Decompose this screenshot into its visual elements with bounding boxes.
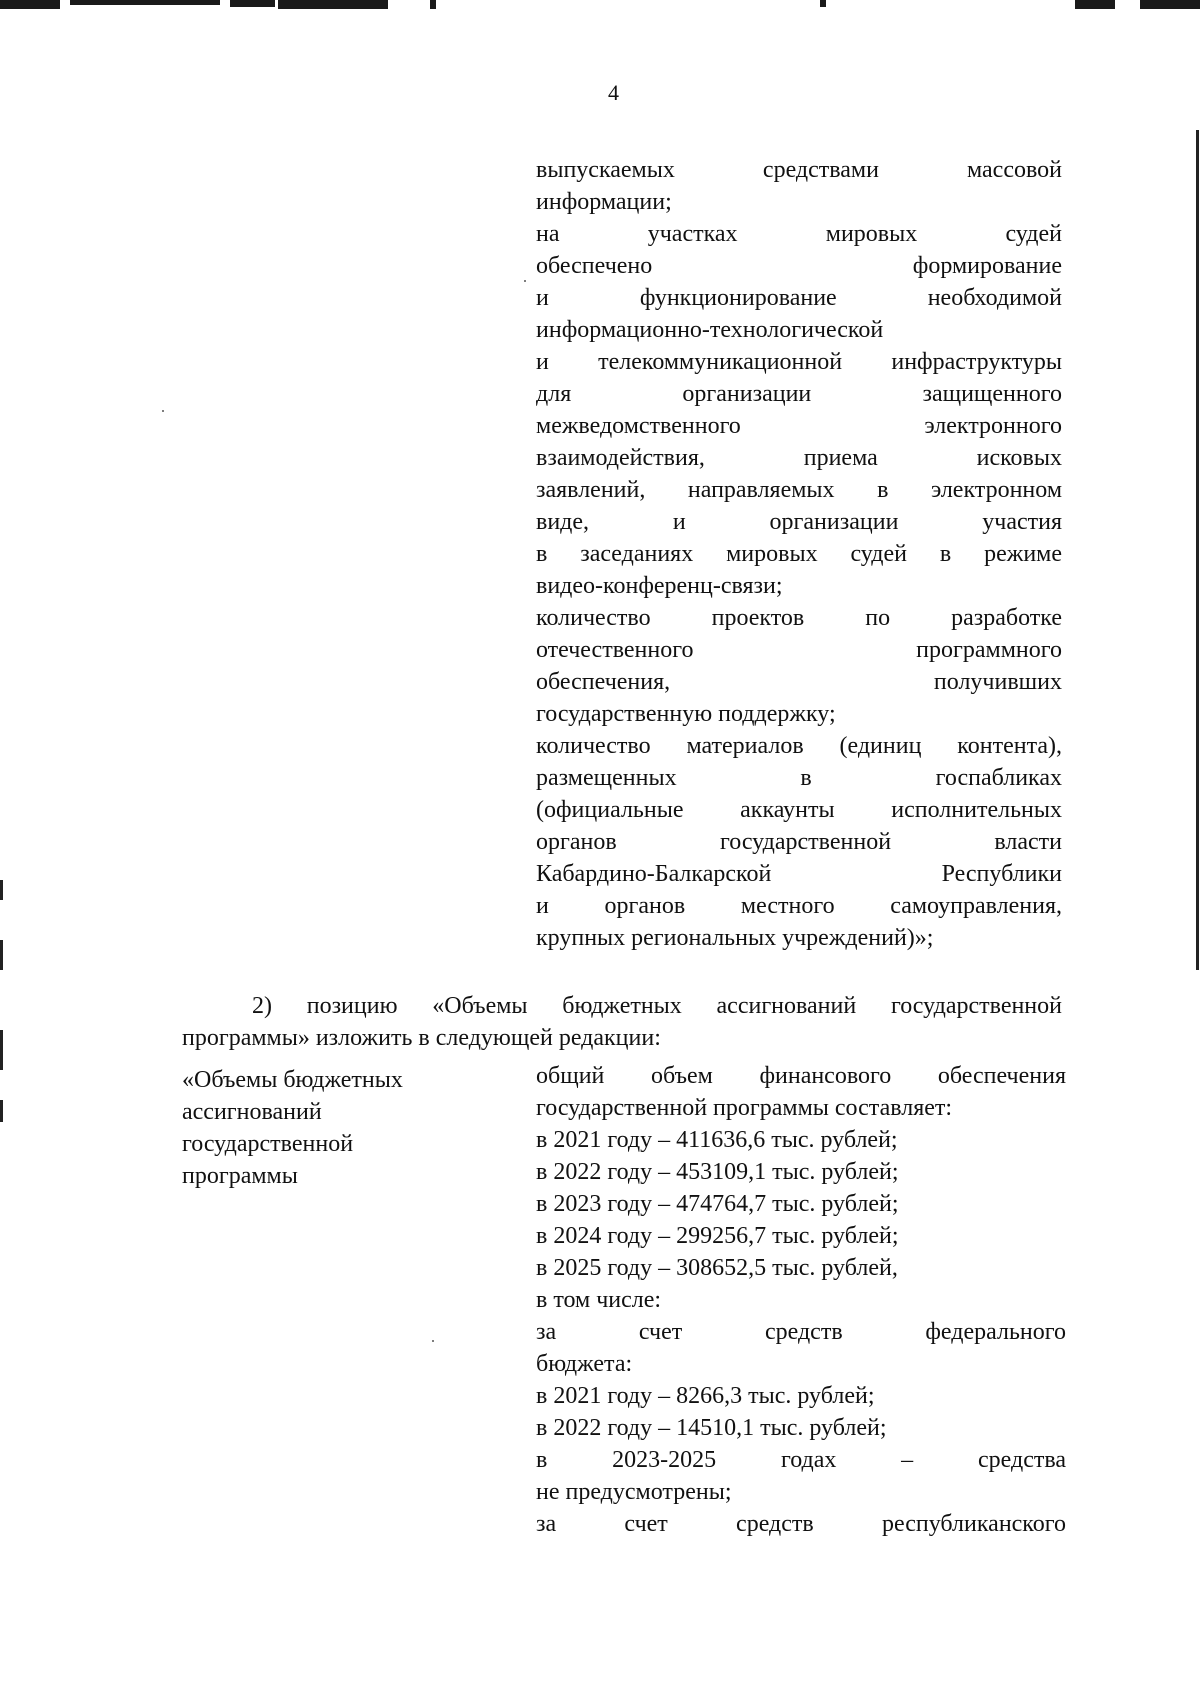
text-line: видео-конференц-связи;	[536, 573, 783, 599]
text-line: не предусмотрены;	[536, 1479, 732, 1505]
text-line: и телекоммуникационной инфраструктуры	[536, 349, 1062, 375]
text-line: бюджета:	[536, 1351, 633, 1377]
text-line: (официальные аккаунты исполнительных	[536, 797, 1062, 823]
text-line: выпускаемых средствами массовой	[536, 157, 1062, 183]
text-line: Кабардино-Балкарской Республики	[536, 861, 1062, 887]
text-line: в 2023-2025 годах – средства	[536, 1447, 1066, 1473]
text-line: в заседаниях мировых судей в режиме	[536, 541, 1062, 567]
text-line: взаимодействия, приема исковых	[536, 445, 1062, 471]
amendment-paragraph	[182, 990, 1062, 1054]
text-line: органов государственной власти	[536, 829, 1062, 855]
text-line: крупных региональных учреждений)»;	[536, 925, 934, 951]
scan-speck	[524, 280, 526, 282]
text-line: и органов местного самоуправления,	[536, 893, 1062, 919]
text-line: обеспечено формирование	[536, 253, 1062, 279]
budget-line: в 2021 году – 411636,6 тыс. рублей;	[536, 1127, 898, 1153]
text-line: информации;	[536, 189, 672, 215]
text-line: информационно-технологической	[536, 317, 884, 343]
text-line: за счет средств федерального	[536, 1319, 1066, 1345]
text-line: заявлений, направляемых в электронном	[536, 477, 1062, 503]
text-line: программы» изложить в следующей редакции:	[182, 1025, 661, 1051]
text-line: размещенных в госпабликах	[536, 765, 1062, 791]
indicators-continuation	[536, 154, 1062, 954]
text-line: для организации защищенного	[536, 381, 1062, 407]
text-line: количество материалов (единиц контента),	[536, 733, 1062, 759]
text-line: отечественного программного	[536, 637, 1062, 663]
text-line: государственной программы составляет:	[536, 1095, 953, 1121]
scan-speck	[432, 1340, 434, 1342]
text-line: количество проектов по разработке	[536, 605, 1062, 631]
text-line: обеспечения, получивших	[536, 669, 1062, 695]
text-line: межведомственного электронного	[536, 413, 1062, 439]
budget-line: в 2024 году – 299256,7 тыс. рублей;	[536, 1223, 899, 1249]
budget-line: в 2023 году – 474764,7 тыс. рублей;	[536, 1191, 899, 1217]
budget-line: в 2021 году – 8266,3 тыс. рублей;	[536, 1383, 875, 1409]
text-line: на участках мировых судей	[536, 221, 1062, 247]
text-line: общий объем финансового обеспечения	[536, 1063, 1066, 1089]
text-line: 2) позицию «Объемы бюджетных ассигнований государственной	[252, 993, 1062, 1019]
text-line: государственную поддержку;	[536, 701, 836, 727]
budget-line: в 2022 году – 453109,1 тыс. рублей;	[536, 1159, 899, 1185]
budget-line: в 2022 году – 14510,1 тыс. рублей;	[536, 1415, 887, 1441]
text-line: в том числе:	[536, 1287, 662, 1313]
text-line: за счет средств республиканского	[536, 1511, 1066, 1537]
text-line: программы	[182, 1163, 298, 1189]
budget-line: в 2025 году – 308652,5 тыс. рублей,	[536, 1255, 898, 1281]
text-line: государственной	[182, 1131, 354, 1157]
scan-speck	[162, 410, 164, 412]
text-line: «Объемы бюджетных	[182, 1067, 403, 1093]
scan-edge-right	[1196, 130, 1199, 970]
position-label	[182, 1064, 482, 1192]
page-number: 4	[608, 80, 619, 105]
position-value	[536, 1060, 1066, 1540]
text-line: ассигнований	[182, 1099, 322, 1125]
text-line: и функционирование необходимой	[536, 285, 1062, 311]
text-line: виде, и организации участия	[536, 509, 1062, 535]
scan-edge-artifact	[0, 0, 1200, 12]
